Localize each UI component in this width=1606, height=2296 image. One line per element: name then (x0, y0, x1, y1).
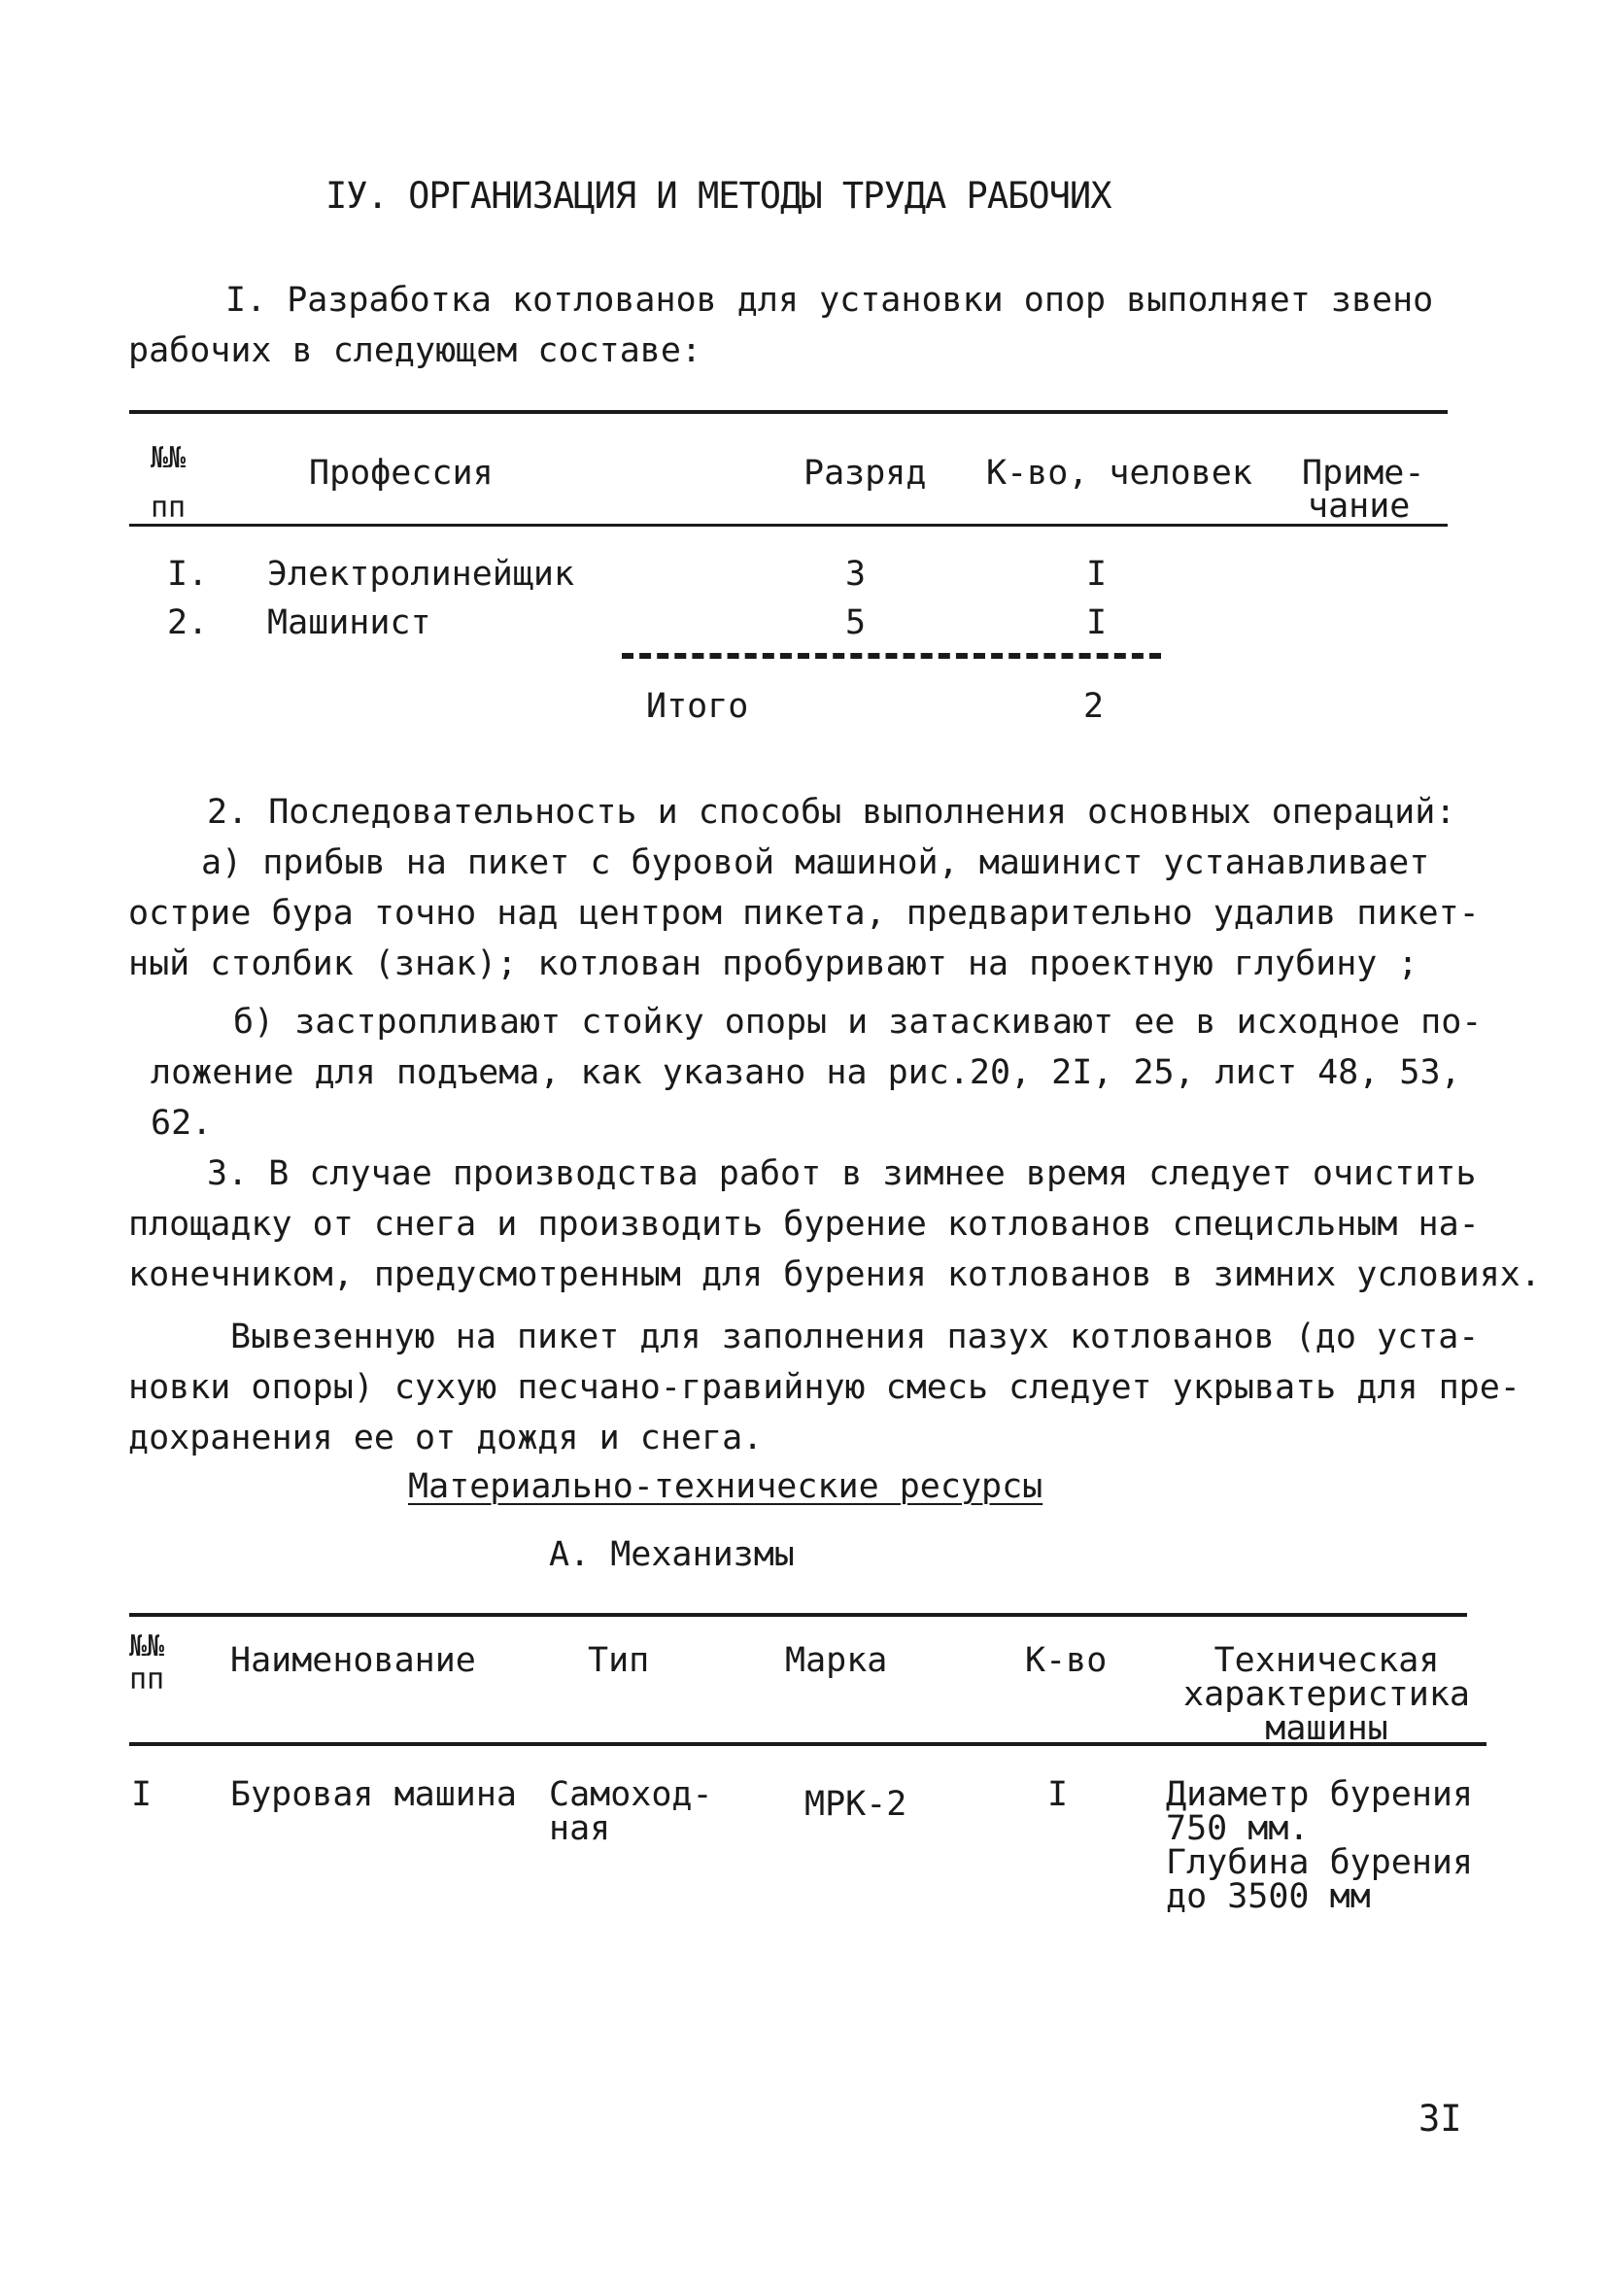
row-1-profession: Электролинейщик (267, 555, 575, 594)
row-2-count: I (1086, 603, 1108, 642)
col-header-note: Приме- (1302, 454, 1425, 493)
paragraph-1-line-1: I. Разработка котлованов для установки опор выполняет звено (225, 281, 1434, 320)
t2-col-header-spec: Техническая характеристика машины (1183, 1641, 1471, 1748)
paragraph-2-a-line-2: острие бура точно над центром пикета, предварительно удалив пикет- (128, 894, 1480, 933)
paragraph-2-a-line-3: ный столбик (знак); котлован пробуривают на проектную глубину ; (128, 944, 1418, 983)
paragraph-4-line-2: новки опоры) сухую песчано-гравийную смесь следует укрывать для пре- (128, 1368, 1521, 1407)
t2-row-1-spec: Диаметр бурения 750 мм. Глубина бурения до 3500 мм (1166, 1775, 1474, 1916)
t2-row-1-name: Буровая машина (230, 1775, 518, 1814)
paragraph-4-line-1: Вывезенную на пикет для заполнения пазух котлованов (до уста- (230, 1318, 1480, 1356)
col-header-profession: Профессия (309, 454, 494, 493)
paragraph-3-line-2: площадку от снега и производить бурение котлованов специсльным на- (128, 1205, 1480, 1244)
row-1-num: I. (167, 555, 209, 594)
table2-header-rule (129, 1742, 1486, 1746)
t2-row-1-brand: МРК-2 (804, 1785, 907, 1824)
paragraph-2-b-line-2: ложение для подъема, как указано на рис.20, 2I, 25, лист 48, 53, (151, 1053, 1461, 1092)
resources-title: Материально-технические ресурсы (408, 1467, 1043, 1506)
t2-col-header-name: Наименование (230, 1641, 476, 1680)
row-2-num: 2. (167, 603, 209, 642)
row-1-count: I (1086, 555, 1108, 594)
total-label: Итого (646, 687, 749, 726)
col-header-grade: Разряд (803, 454, 927, 493)
table-header-rule (129, 524, 1448, 527)
table2-top-rule (129, 1613, 1467, 1617)
t2-row-1-type: Самоход- ная (549, 1775, 713, 1848)
paragraph-3-line-1: 3. В случае производства работ в зимнее время следует очистить (207, 1154, 1477, 1193)
paragraph-2-b-line-1: б) застропливают стойку опоры и затаскивают ее в исходное по- (233, 1003, 1483, 1042)
table-top-rule (129, 410, 1448, 414)
paragraph-2-a-line-1: а) прибыв на пикет с буровой машиной, машинист устанавливает (201, 843, 1430, 882)
total-dashed-rule (622, 653, 1161, 659)
paragraph-3-line-3: конечником, предусмотренным для бурения котлованов в зимних условиях. (128, 1255, 1541, 1294)
row-2-profession: Машинист (267, 603, 431, 642)
col-header-num: №№ (151, 441, 187, 475)
paragraph-1-line-2: рабочих в следующем составе: (128, 331, 702, 370)
mechanisms-subtitle: А. Механизмы (549, 1535, 795, 1574)
paragraph-4-line-3: дохранения ее от дождя и снега. (128, 1419, 764, 1457)
paragraph-2-line-1: 2. Последовательность и способы выполнения основных операций: (207, 793, 1456, 832)
t2-col-header-num: №№ (129, 1629, 165, 1663)
t2-row-1-count: I (1047, 1775, 1069, 1814)
t2-col-header-count: К-во (1025, 1641, 1108, 1680)
row-1-grade: 3 (845, 555, 867, 594)
t2-col-header-type: Тип (588, 1641, 650, 1680)
total-value: 2 (1083, 687, 1105, 726)
page-number: 3I (1418, 2098, 1462, 2140)
row-2-grade: 5 (845, 603, 867, 642)
t2-col-header-brand: Марка (785, 1641, 888, 1680)
t2-row-1-num: I (131, 1775, 153, 1814)
col-header-count: К-во, человек (986, 454, 1252, 493)
section-heading: IУ. ОРГАНИЗАЦИЯ И МЕТОДЫ ТРУДА РАБОЧИХ (325, 175, 1111, 217)
t2-col-header-num-2: пп (129, 1662, 165, 1696)
col-header-num-2: пп (151, 491, 187, 525)
col-header-note-2: чание (1308, 487, 1411, 526)
paragraph-2-b-line-3: 62. (151, 1104, 213, 1143)
